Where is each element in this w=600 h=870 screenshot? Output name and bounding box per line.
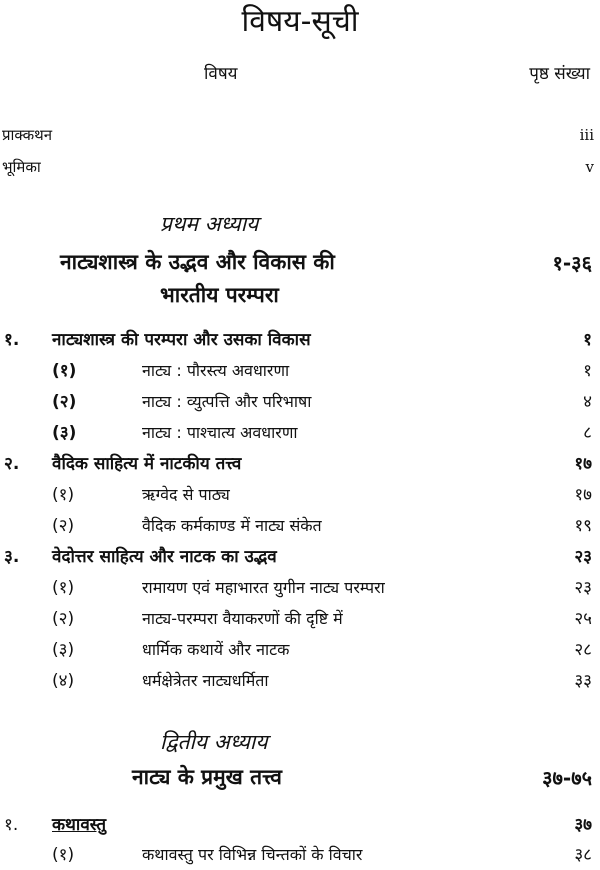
chapter-page-range: १-३६ bbox=[552, 251, 592, 275]
toc-row bbox=[0, 480, 600, 510]
toc-row-label: रामायण एवं महाभारत युगीन नाट्य परम्परा bbox=[142, 578, 385, 597]
toc-row-number: (१) bbox=[52, 845, 75, 865]
toc-row-number: १. bbox=[4, 815, 19, 835]
toc-row-label: नाट्य : पाश्चात्य अवधारणा bbox=[142, 423, 298, 442]
toc-row-page: १ bbox=[583, 361, 592, 381]
toc-row-label: धार्मिक कथायें और नाटक bbox=[142, 640, 290, 659]
toc-row-page: ४ bbox=[583, 392, 592, 412]
toc-row-page: ३८ bbox=[574, 845, 592, 865]
toc-row-label: नाट्यशास्त्र की परम्परा और उसका विकास bbox=[52, 330, 311, 350]
column-header-subject: विषय bbox=[204, 64, 238, 84]
toc-row-label: धर्मक्षेत्रेतर नाट्यधर्मिता bbox=[142, 671, 269, 690]
toc-row bbox=[0, 418, 600, 448]
page-title: विषय-सूची bbox=[241, 4, 359, 39]
toc-row bbox=[0, 810, 600, 840]
toc-row bbox=[0, 356, 600, 386]
chapter-title-line: नाट्यशास्त्र के उद्भव और विकास की bbox=[60, 250, 335, 274]
toc-row bbox=[0, 573, 600, 603]
preface-item-page: iii bbox=[579, 126, 594, 144]
toc-row-label: वैदिक साहित्य में नाटकीय तत्त्व bbox=[52, 454, 242, 474]
toc-row-number: (३) bbox=[52, 640, 75, 660]
toc-row-page: २३ bbox=[574, 578, 592, 598]
toc-row-page: ३३ bbox=[574, 671, 592, 691]
toc-row bbox=[0, 635, 600, 665]
chapter-heading: प्रथम अध्याय bbox=[160, 212, 259, 236]
toc-row bbox=[0, 449, 600, 479]
toc-row-number: (१) bbox=[52, 485, 75, 505]
preface-item-page: v bbox=[585, 158, 594, 176]
toc-row-label: नाट्य : पौरस्त्य अवधारणा bbox=[142, 361, 290, 380]
toc-row-label: ऋग्वेद से पाठ्य bbox=[142, 485, 230, 504]
toc-row-number: १. bbox=[4, 330, 20, 350]
toc-row-page: १९ bbox=[574, 516, 592, 536]
toc-row-number: (२) bbox=[52, 609, 75, 629]
toc-row-number: ३. bbox=[4, 547, 20, 567]
toc-row bbox=[0, 387, 600, 417]
toc-row bbox=[0, 325, 600, 355]
chapter-heading: द्वितीय अध्याय bbox=[160, 730, 268, 754]
toc-row-page: १ bbox=[583, 330, 592, 350]
toc-row-number: (३) bbox=[52, 423, 77, 443]
chapter-page-range: ३७-७५ bbox=[542, 766, 592, 790]
toc-row bbox=[0, 666, 600, 696]
toc-row bbox=[0, 840, 600, 870]
preface-item-label: प्राक्कथन bbox=[2, 126, 53, 144]
toc-row-label: नाट्य : व्युत्पत्ति और परिभाषा bbox=[142, 392, 312, 411]
toc-row-number: (१) bbox=[52, 361, 77, 381]
toc-row-number: (४) bbox=[52, 671, 75, 691]
toc-row-label: कथावस्तु bbox=[52, 815, 107, 835]
toc-row-number: २. bbox=[4, 454, 20, 474]
chapter-title-line: भारतीय परम्परा bbox=[160, 283, 279, 307]
toc-row-label: वेदोत्तर साहित्य और नाटक का उद्भव bbox=[52, 547, 277, 567]
toc-row bbox=[0, 604, 600, 634]
toc-row-number: (२) bbox=[52, 392, 77, 412]
toc-row-page: २५ bbox=[574, 609, 592, 629]
toc-row-label: नाट्य-परम्परा वैयाकरणों की दृष्टि में bbox=[142, 609, 343, 628]
chapter-title-line: नाट्य के प्रमुख तत्त्व bbox=[132, 765, 282, 789]
toc-row-number: (२) bbox=[52, 516, 75, 536]
toc-row-page: १७ bbox=[574, 454, 592, 474]
toc-row bbox=[0, 542, 600, 572]
toc-row-page: ३७ bbox=[574, 815, 592, 835]
toc-row-page: २८ bbox=[574, 640, 592, 660]
toc-row-number: (१) bbox=[52, 578, 75, 598]
preface-item-label: भूमिका bbox=[2, 158, 41, 176]
column-header-page: पृष्ठ संख्या bbox=[529, 64, 590, 84]
toc-row bbox=[0, 511, 600, 541]
toc-row-label: वैदिक कर्मकाण्ड में नाट्य संकेत bbox=[142, 516, 322, 535]
toc-row-label: कथावस्तु पर विभिन्न चिन्तकों के विचार bbox=[142, 845, 363, 864]
toc-row-page: ८ bbox=[583, 423, 592, 443]
toc-row-page: १७ bbox=[574, 485, 592, 505]
toc-row-page: २३ bbox=[574, 547, 592, 567]
